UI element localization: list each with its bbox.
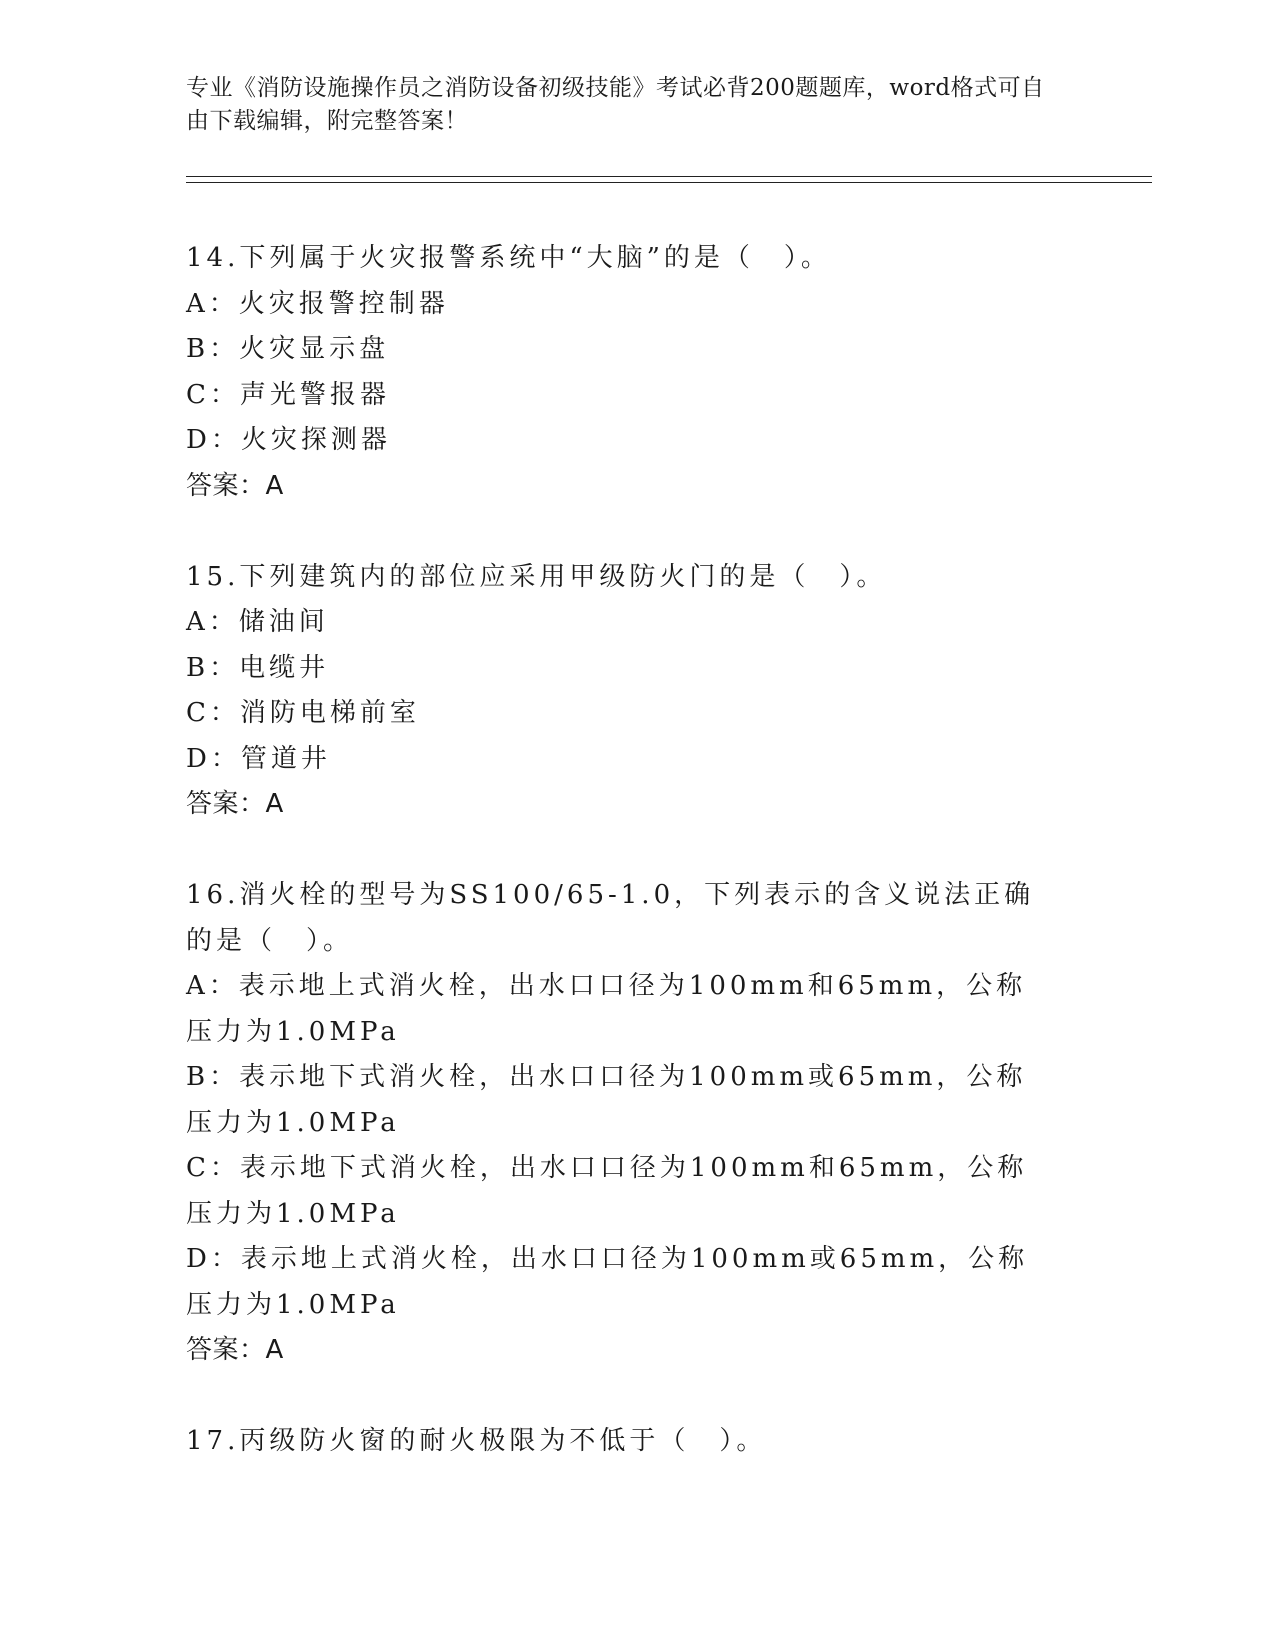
option-c: C：消防电梯前室 xyxy=(186,698,420,728)
option-a: A：储油间 xyxy=(186,607,329,637)
option-b: B：火灾显示盘 xyxy=(186,334,390,364)
option-a: A：表示地上式消火栓，出水口口径为100mm和65mm，公称压力为1.0MPa xyxy=(186,971,1027,1047)
answer-text: 答案：A xyxy=(186,470,284,501)
option-b: B：表示地下式消火栓，出水口口径为100mm或65mm，公称压力为1.0MPa xyxy=(186,1062,1027,1138)
question-14 xyxy=(186,236,1046,509)
question-16 xyxy=(186,873,1046,1374)
header-divider-bottom xyxy=(186,182,1152,183)
question-stem: 17.丙级防火窗的耐火极限为不低于（ ）。 xyxy=(186,1426,767,1456)
option-c: C：表示地下式消火栓，出水口口径为100mm和65mm，公称压力为1.0MPa xyxy=(186,1153,1028,1229)
header-divider-top xyxy=(186,176,1152,177)
answer-text: 答案：A xyxy=(186,1335,284,1365)
option-d: D：管道井 xyxy=(186,743,331,774)
option-d: D：表示地上式消火栓，出水口口径为100mm或65mm，公称压力为1.0MPa xyxy=(186,1244,1029,1320)
question-15 xyxy=(186,555,1046,828)
answer-text: 答案：A xyxy=(186,789,284,819)
option-a: A：火灾报警控制器 xyxy=(186,288,449,319)
document-header: 专业《消防设施操作员之消防设备初级技能》考试必背200题题库，word格式可自由下载编辑，附完整答案！ xyxy=(186,75,1045,134)
option-c: C：声光警报器 xyxy=(186,379,390,410)
question-17 xyxy=(186,1419,1046,1465)
question-stem: 15.下列建筑内的部位应采用甲级防火门的是（ ）。 xyxy=(186,561,887,592)
question-list xyxy=(186,236,1046,1465)
question-stem: 14.下列属于火灾报警系统中“大脑”的是（ ）。 xyxy=(186,243,831,273)
question-stem: 16.消火栓的型号为SS100/65-1.0，下列表示的含义说法正确的是（ ）。 xyxy=(186,880,1035,956)
option-d: D：火灾探测器 xyxy=(186,425,391,455)
option-b: B：电缆井 xyxy=(186,652,330,683)
